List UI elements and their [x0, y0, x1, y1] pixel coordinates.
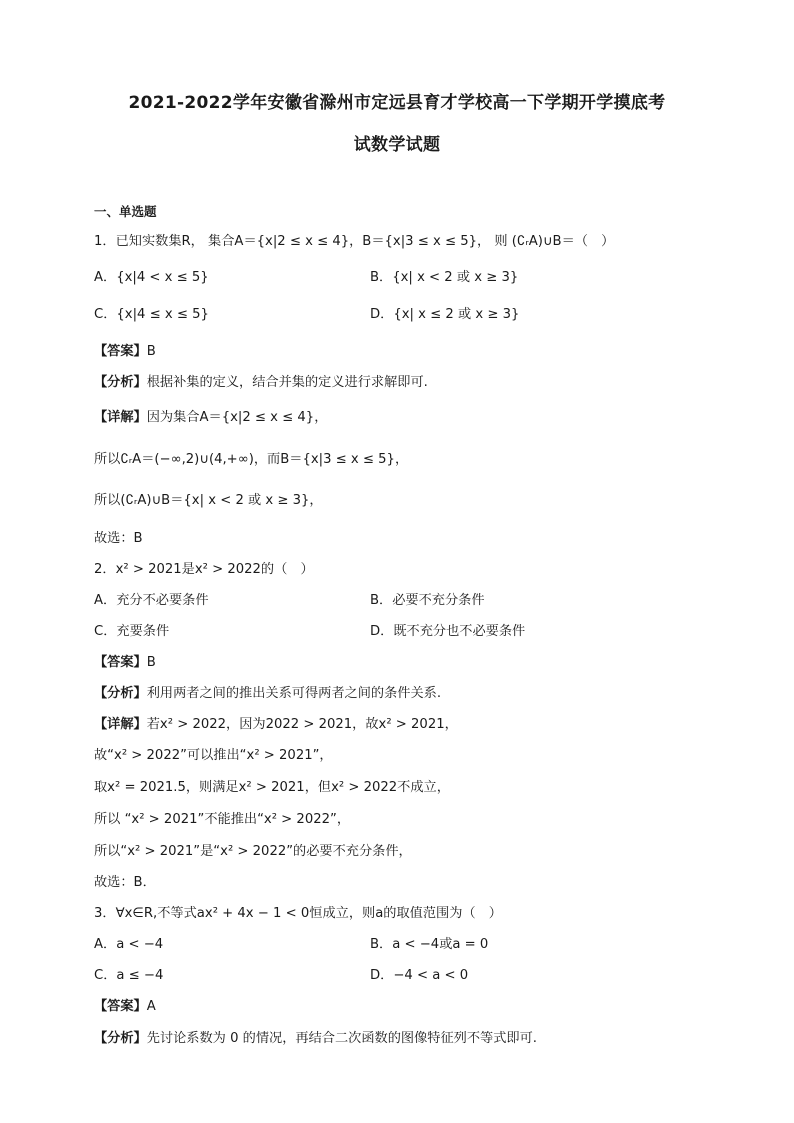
- q1-detail: [94, 409, 327, 427]
- q1-answer: [94, 343, 156, 361]
- analysis-tag: 【分析】: [94, 686, 147, 701]
- question-2-stem: 2．x² > 2021是x² > 2022的（ ）: [94, 562, 314, 577]
- section-heading: 一、单选题: [94, 204, 157, 219]
- detail-tag: 【详解】: [94, 410, 147, 425]
- question-1-stem: 1．已知实数集R， 集合A＝{x|2 ≤ x ≤ 4}，B＝{x|3 ≤ x ≤ 5}， 则 (∁ᵣA)∪B＝（ ）: [94, 234, 615, 249]
- q1-option-b: B．{x| x < 2 或 x ≥ 3}: [370, 270, 519, 285]
- analysis-text: 先讨论系数为 0 的情况，再结合二次函数的图像特征列不等式即可.: [146, 1031, 537, 1046]
- q1-option-d: D．{x| x ≤ 2 或 x ≥ 3}: [370, 307, 520, 322]
- q2-answer: [94, 654, 156, 672]
- q3-option-a: A．a < −4: [94, 937, 164, 952]
- answer-tag: 【答案】: [94, 999, 147, 1014]
- detail-text: 因为集合A＝{x|2 ≤ x ≤ 4}，: [146, 410, 328, 425]
- page-title: 2021-2022学年安徽省滁州市定远县育才学校高一下学期开学摸底考: [128, 93, 666, 113]
- page-title-continued: 试数学试题: [353, 135, 441, 155]
- q3-option-d: D．−4 < a < 0: [370, 968, 469, 983]
- q1-choose: 故选：B: [94, 531, 143, 546]
- question-3-stem: 3．∀x∈R,不等式ax² + 4x − 1 < 0恒成立，则a的取值范围为（ ）: [94, 906, 502, 921]
- q3-analysis: [94, 1030, 537, 1048]
- q2-step-3: 所以 “x² > 2021”不能推出“x² > 2022”，: [94, 812, 351, 827]
- q2-step-2: 取x² = 2021.5，则满足x² > 2021，但x² > 2022不成立，: [94, 780, 450, 795]
- analysis-text: 根据补集的定义，结合并集的定义进行求解即可.: [146, 375, 428, 390]
- q1-analysis: [94, 374, 428, 392]
- answer-value: B: [146, 344, 156, 359]
- q2-option-d: D．既不充分也不必要条件: [370, 624, 526, 639]
- q2-analysis: [94, 685, 441, 703]
- q1-option-c: C．{x|4 ≤ x ≤ 5}: [94, 307, 209, 322]
- q2-option-a: A．充分不必要条件: [94, 593, 209, 608]
- answer-tag: 【答案】: [94, 344, 147, 359]
- analysis-text: 利用两者之间的推出关系可得两者之间的条件关系.: [146, 686, 442, 701]
- q2-choose: 故选：B．: [94, 875, 156, 890]
- q2-option-b: B．必要不充分条件: [370, 593, 485, 608]
- q3-option-b: B．a < −4或a = 0: [370, 937, 489, 952]
- q2-option-c: C．充要条件: [94, 624, 170, 639]
- detail-tag: 【详解】: [94, 717, 147, 732]
- q2-step-1: 故“x² > 2022”可以推出“x² > 2021”，: [94, 748, 333, 763]
- answer-tag: 【答案】: [94, 655, 147, 670]
- q1-step-2: 所以(∁ᵣA)∪B＝{x| x < 2 或 x ≥ 3}，: [94, 493, 323, 508]
- answer-value: B: [146, 655, 156, 670]
- q3-answer: [94, 998, 156, 1016]
- analysis-tag: 【分析】: [94, 1031, 147, 1046]
- q2-detail: [94, 716, 458, 734]
- q1-option-a: A．{x|4 < x ≤ 5}: [94, 270, 209, 285]
- analysis-tag: 【分析】: [94, 375, 147, 390]
- detail-text: 若x² > 2022，因为2022 > 2021，故x² > 2021，: [146, 717, 458, 732]
- q1-step-1: 所以∁ᵣA＝(−∞,2)∪(4,+∞)，而B＝{x|3 ≤ x ≤ 5}，: [94, 452, 409, 467]
- answer-value: A: [146, 999, 156, 1014]
- q3-option-c: C．a ≤ −4: [94, 968, 164, 983]
- q2-step-4: 所以“x² > 2021”是“x² > 2022”的必要不充分条件，: [94, 844, 412, 859]
